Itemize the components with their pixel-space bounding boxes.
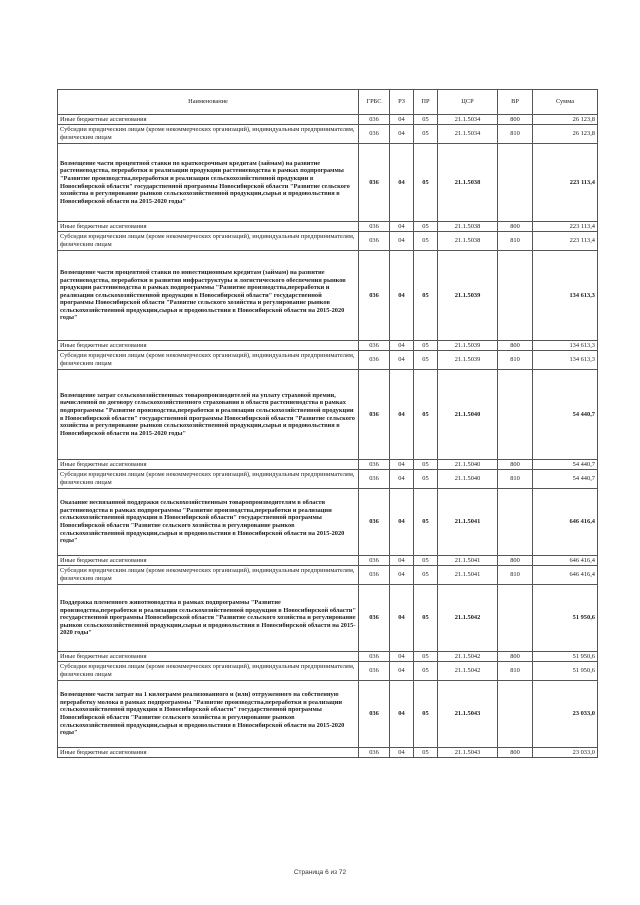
cell-grbs: 036 bbox=[359, 460, 390, 470]
cell-pr: 05 bbox=[414, 232, 438, 251]
cell-csr: 21.1.5038 bbox=[438, 144, 498, 222]
table-row bbox=[58, 232, 598, 251]
cell-grbs: 036 bbox=[359, 222, 390, 232]
cell-sum: 646 416,4 bbox=[533, 566, 598, 585]
budget-table bbox=[57, 89, 598, 758]
cell-grbs: 036 bbox=[359, 341, 390, 351]
cell-grbs: 036 bbox=[359, 251, 390, 341]
cell-csr: 21.1.5038 bbox=[438, 232, 498, 251]
cell-csr: 21.1.5039 bbox=[438, 351, 498, 370]
table-row-program bbox=[58, 585, 598, 652]
cell-sum: 223 113,4 bbox=[533, 232, 598, 251]
cell-sum: 223 113,4 bbox=[533, 222, 598, 232]
cell-pr: 05 bbox=[414, 222, 438, 232]
cell-rz: 04 bbox=[390, 652, 414, 662]
cell-rz: 04 bbox=[390, 470, 414, 489]
cell-grbs: 036 bbox=[359, 662, 390, 681]
cell-grbs: 036 bbox=[359, 489, 390, 556]
cell-pr: 05 bbox=[414, 556, 438, 566]
header-grbs: ГРБС bbox=[359, 90, 390, 115]
cell-vr: 800 bbox=[498, 222, 533, 232]
cell-csr: 21.1.5038 bbox=[438, 222, 498, 232]
cell-sum: 51 950,6 bbox=[533, 585, 598, 652]
cell-sum: 54 440,7 bbox=[533, 470, 598, 489]
cell-name: Субсидии юридическим лицам (кроме некоммерческих организаций), индивидуальным предпринимателям, физическим лицам bbox=[58, 662, 359, 681]
cell-grbs: 036 bbox=[359, 115, 390, 125]
cell-pr: 05 bbox=[414, 585, 438, 652]
cell-name: Иные бюджетные ассигнования bbox=[58, 341, 359, 351]
cell-pr: 05 bbox=[414, 652, 438, 662]
table-row bbox=[58, 556, 598, 566]
cell-csr: 21.1.5043 bbox=[438, 681, 498, 748]
cell-csr: 21.1.5040 bbox=[438, 470, 498, 489]
cell-csr: 21.1.5040 bbox=[438, 460, 498, 470]
cell-sum: 51 950,6 bbox=[533, 662, 598, 681]
cell-vr: 810 bbox=[498, 351, 533, 370]
cell-name: Субсидии юридическим лицам (кроме некоммерческих организаций), индивидуальным предпринимателям, физическим лицам bbox=[58, 566, 359, 585]
table-row bbox=[58, 222, 598, 232]
cell-sum: 54 440,7 bbox=[533, 370, 598, 460]
cell-grbs: 036 bbox=[359, 748, 390, 758]
cell-vr bbox=[498, 251, 533, 341]
cell-csr: 21.1.5040 bbox=[438, 370, 498, 460]
cell-pr: 05 bbox=[414, 566, 438, 585]
cell-vr bbox=[498, 370, 533, 460]
cell-vr: 800 bbox=[498, 115, 533, 125]
cell-sum: 23 033,0 bbox=[533, 748, 598, 758]
header-name: Наименование bbox=[58, 90, 359, 115]
cell-rz: 04 bbox=[390, 585, 414, 652]
cell-rz: 04 bbox=[390, 115, 414, 125]
cell-name: Возмещение части процентной ставки по краткосрочным кредитам (займам) на развитие растениеводства, переработки и реализации продукции растениеводства в рамках подпрограммы "Развитие производства,переработки и реализации сельскохозяйственной продукции в Новосибирской области" государственной программы Новосибирской области "Развитие сельского хозяйства и регулирование рынков сельскохозяйственной продукции,сырья и продовольствия в Новосибирской области на 2015-2020 годы" bbox=[58, 144, 359, 222]
table-row bbox=[58, 460, 598, 470]
cell-name: Иные бюджетные ассигнования bbox=[58, 748, 359, 758]
cell-pr: 05 bbox=[414, 125, 438, 144]
cell-grbs: 036 bbox=[359, 232, 390, 251]
header-rz: РЗ bbox=[390, 90, 414, 115]
table-body bbox=[58, 115, 598, 758]
cell-csr: 21.1.5041 bbox=[438, 489, 498, 556]
cell-grbs: 036 bbox=[359, 585, 390, 652]
table-row bbox=[58, 652, 598, 662]
cell-vr: 810 bbox=[498, 125, 533, 144]
cell-vr: 800 bbox=[498, 652, 533, 662]
cell-name: Иные бюджетные ассигнования bbox=[58, 556, 359, 566]
cell-name: Субсидии юридическим лицам (кроме некоммерческих организаций), индивидуальным предпринимателям, физическим лицам bbox=[58, 125, 359, 144]
cell-rz: 04 bbox=[390, 222, 414, 232]
cell-pr: 05 bbox=[414, 115, 438, 125]
cell-grbs: 036 bbox=[359, 470, 390, 489]
cell-sum: 26 123,8 bbox=[533, 115, 598, 125]
table-row bbox=[58, 115, 598, 125]
cell-csr: 21.1.5039 bbox=[438, 341, 498, 351]
cell-rz: 04 bbox=[390, 232, 414, 251]
table-row bbox=[58, 470, 598, 489]
cell-rz: 04 bbox=[390, 748, 414, 758]
cell-sum: 54 440,7 bbox=[533, 460, 598, 470]
cell-name: Иные бюджетные ассигнования bbox=[58, 222, 359, 232]
cell-name: Возмещение затрат сельскохозяйственных товаропроизводителей на уплату страховой премии, начисленной по договору сельскохозяйственного страхования в области растениеводства в рамках подпрограммы "Развитие производства,переработки и реализации сельскохозяйственной продукции в Новосибирской области" государственной программы Новосибирской области "Развитие сельского хозяйства и регулирование рынков сельскохозяйственной продукции,сырья и продовольствия в Новосибирской области на 2015-2020 годы" bbox=[58, 370, 359, 460]
cell-pr: 05 bbox=[414, 662, 438, 681]
cell-vr bbox=[498, 681, 533, 748]
cell-grbs: 036 bbox=[359, 652, 390, 662]
table-row bbox=[58, 125, 598, 144]
cell-rz: 04 bbox=[390, 556, 414, 566]
cell-vr: 810 bbox=[498, 470, 533, 489]
cell-rz: 04 bbox=[390, 460, 414, 470]
cell-vr: 810 bbox=[498, 662, 533, 681]
cell-grbs: 036 bbox=[359, 566, 390, 585]
cell-pr: 05 bbox=[414, 460, 438, 470]
table-row-program bbox=[58, 144, 598, 222]
cell-csr: 21.1.5042 bbox=[438, 652, 498, 662]
cell-rz: 04 bbox=[390, 125, 414, 144]
cell-grbs: 036 bbox=[359, 351, 390, 370]
cell-csr: 21.1.5034 bbox=[438, 115, 498, 125]
table-row-program bbox=[58, 370, 598, 460]
cell-rz: 04 bbox=[390, 681, 414, 748]
page-number: Страница 6 из 72 bbox=[293, 869, 347, 876]
cell-sum: 134 613,3 bbox=[533, 351, 598, 370]
cell-sum: 23 033,0 bbox=[533, 681, 598, 748]
cell-name: Поддержка племенного животноводства в рамках подпрограммы "Развитие производства,переработки и реализации сельскохозяйственной продукции в Новосибирской области" государственной программы Новосибирской области "Развитие сельского хозяйства и регулирование рынков сельскохозяйственной продукции,сырья и продовольствия в Новосибирской области на 2015-2020 годы" bbox=[58, 585, 359, 652]
cell-rz: 04 bbox=[390, 341, 414, 351]
table-row-program bbox=[58, 681, 598, 748]
cell-name: Иные бюджетные ассигнования bbox=[58, 115, 359, 125]
header-vr: ВР bbox=[498, 90, 533, 115]
cell-name: Субсидии юридическим лицам (кроме некоммерческих организаций), индивидуальным предпринимателям, физическим лицам bbox=[58, 470, 359, 489]
cell-rz: 04 bbox=[390, 662, 414, 681]
cell-rz: 04 bbox=[390, 489, 414, 556]
cell-rz: 04 bbox=[390, 251, 414, 341]
budget-sheet bbox=[57, 89, 597, 758]
cell-csr: 21.1.5043 bbox=[438, 748, 498, 758]
cell-pr: 05 bbox=[414, 470, 438, 489]
cell-name: Оказание несвязанной поддержки сельскохозяйственным товаропроизводителям в области растениеводства в рамках подпрограммы "Развитие производства,переработки и реализации сельскохозяйственной продукции в Новосибирской области" государственной программы Новосибирской области "Развитие сельского хозяйства и регулирование рынков сельскохозяйственной продукции,сырья и продовольствия в Новосибирской области на 2015-2020 годы" bbox=[58, 489, 359, 556]
cell-sum: 51 950,6 bbox=[533, 652, 598, 662]
cell-sum: 223 113,4 bbox=[533, 144, 598, 222]
cell-vr bbox=[498, 585, 533, 652]
cell-csr: 21.1.5041 bbox=[438, 566, 498, 585]
cell-pr: 05 bbox=[414, 370, 438, 460]
table-row bbox=[58, 351, 598, 370]
cell-vr: 800 bbox=[498, 341, 533, 351]
table-row bbox=[58, 566, 598, 585]
cell-rz: 04 bbox=[390, 370, 414, 460]
cell-name: Субсидии юридическим лицам (кроме некоммерческих организаций), индивидуальным предпринимателям, физическим лицам bbox=[58, 351, 359, 370]
cell-pr: 05 bbox=[414, 489, 438, 556]
cell-vr: 810 bbox=[498, 232, 533, 251]
header-sum: Сумма bbox=[533, 90, 598, 115]
cell-rz: 04 bbox=[390, 566, 414, 585]
table-header-row bbox=[58, 90, 598, 115]
header-csr: ЦСР bbox=[438, 90, 498, 115]
cell-sum: 134 613,3 bbox=[533, 341, 598, 351]
cell-sum: 26 123,8 bbox=[533, 125, 598, 144]
cell-pr: 05 bbox=[414, 144, 438, 222]
cell-grbs: 036 bbox=[359, 681, 390, 748]
table-row bbox=[58, 341, 598, 351]
table-row bbox=[58, 662, 598, 681]
cell-grbs: 036 bbox=[359, 556, 390, 566]
cell-rz: 04 bbox=[390, 144, 414, 222]
cell-grbs: 036 bbox=[359, 370, 390, 460]
header-pr: ПР bbox=[414, 90, 438, 115]
cell-csr: 21.1.5034 bbox=[438, 125, 498, 144]
cell-name: Иные бюджетные ассигнования bbox=[58, 652, 359, 662]
table-row-program bbox=[58, 251, 598, 341]
cell-pr: 05 bbox=[414, 748, 438, 758]
cell-name: Возмещение части процентной ставки по инвестиционным кредитам (займам) на развитие растениеводства, переработки и развития инфраструктуры и логистического обеспечения рынков продукции растениеводства в рамках подпрограммы "Развитие производства,переработки и реализации сельскохозяйственной продукции в Новосибирской области" государственной программы Новосибирской области "Развитие сельского хозяйства и регулирование рынков сельскохозяйственной продукции,сырья и продовольствия в Новосибирской области на 2015-2020 годы" bbox=[58, 251, 359, 341]
cell-csr: 21.1.5041 bbox=[438, 556, 498, 566]
cell-vr: 800 bbox=[498, 748, 533, 758]
cell-vr: 800 bbox=[498, 460, 533, 470]
table-row bbox=[58, 748, 598, 758]
cell-sum: 134 613,3 bbox=[533, 251, 598, 341]
cell-sum: 646 416,4 bbox=[533, 489, 598, 556]
cell-rz: 04 bbox=[390, 351, 414, 370]
cell-vr bbox=[498, 489, 533, 556]
cell-sum: 646 416,4 bbox=[533, 556, 598, 566]
cell-pr: 05 bbox=[414, 341, 438, 351]
cell-vr: 810 bbox=[498, 566, 533, 585]
cell-csr: 21.1.5042 bbox=[438, 585, 498, 652]
table-row-program bbox=[58, 489, 598, 556]
cell-vr bbox=[498, 144, 533, 222]
cell-csr: 21.1.5042 bbox=[438, 662, 498, 681]
cell-vr: 800 bbox=[498, 556, 533, 566]
cell-grbs: 036 bbox=[359, 125, 390, 144]
cell-csr: 21.1.5039 bbox=[438, 251, 498, 341]
cell-name: Возмещение части затрат на 1 килограмм реализованного и (или) отгруженного на собственную переработку молока в рамках подпрограммы "Развитие производства,переработки и реализации сельскохозяйственной продукции в Новосибирской области" государственной программы Новосибирской области "Развитие сельского хозяйства и регулирование рынков сельскохозяйственной продукции,сырья и продовольствия в Новосибирской области на 2015-2020 годы" bbox=[58, 681, 359, 748]
cell-grbs: 036 bbox=[359, 144, 390, 222]
cell-pr: 05 bbox=[414, 251, 438, 341]
cell-name: Иные бюджетные ассигнования bbox=[58, 460, 359, 470]
cell-pr: 05 bbox=[414, 681, 438, 748]
cell-name: Субсидии юридическим лицам (кроме некоммерческих организаций), индивидуальным предпринимателям, физическим лицам bbox=[58, 232, 359, 251]
cell-pr: 05 bbox=[414, 351, 438, 370]
